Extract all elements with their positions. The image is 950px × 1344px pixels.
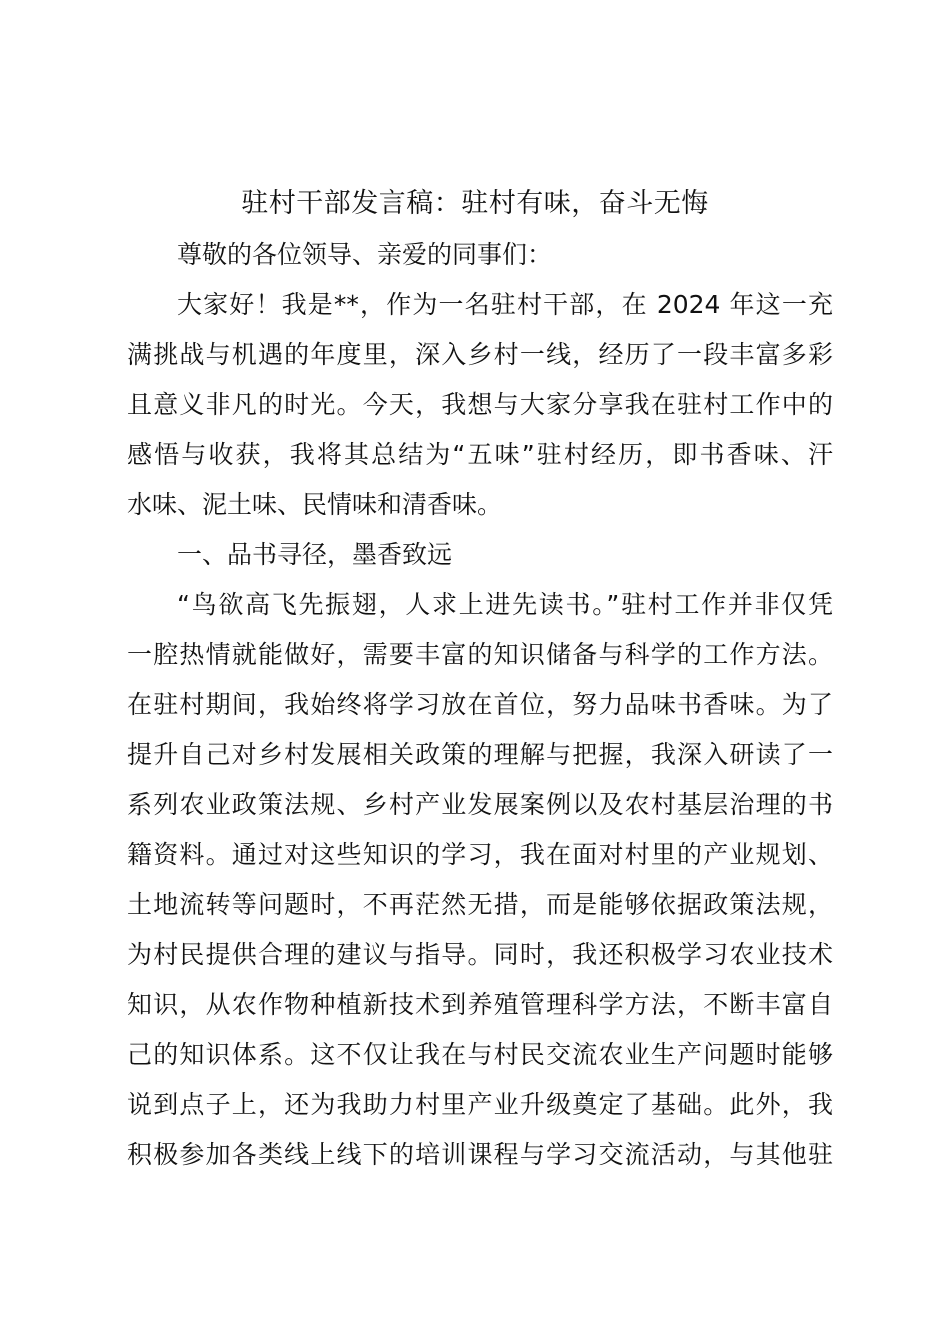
body-line: 说到点子上，还为我助力村里产业升级奠定了基础。此外，我 xyxy=(127,1090,833,1119)
body-line: 满挑战与机遇的年度里，深入乡村一线，经历了一段丰富多彩 xyxy=(127,340,833,369)
body-line: 在驻村期间，我始终将学习放在首位，努力品味书香味。为了 xyxy=(127,690,833,719)
body-line: 一腔热情就能做好，需要丰富的知识储备与科学的工作方法。 xyxy=(127,640,833,669)
body-line: 知识，从农作物种植新技术到养殖管理科学方法，不断丰富自 xyxy=(127,990,833,1019)
body-line: 土地流转等问题时，不再茫然无措，而是能够依据政策法规， xyxy=(127,890,833,919)
body-line: 籍资料。通过对这些知识的学习，我在面对村里的产业规划、 xyxy=(127,840,833,869)
section-heading: 一、品书寻径，墨香致远 xyxy=(177,540,453,569)
body-line: 己的知识体系。这不仅让我在与村民交流农业生产问题时能够 xyxy=(127,1040,833,1069)
body-line: “鸟欲高飞先振翅，人求上进先读书。”驻村工作并非仅凭 xyxy=(177,590,833,619)
body-line: 提升自己对乡村发展相关政策的理解与把握，我深入研读了一 xyxy=(127,740,833,769)
body-line: 大家好！我是**，作为一名驻村干部，在 2024 年这一充 xyxy=(177,290,833,319)
body-line: 水味、泥土味、民情味和清香味。 xyxy=(127,490,503,519)
salutation-line: 尊敬的各位领导、亲爱的同事们： xyxy=(177,240,553,269)
body-line: 为村民提供合理的建议与指导。同时，我还积极学习农业技术 xyxy=(127,940,833,969)
body-line: 积极参加各类线上线下的培训课程与学习交流活动，与其他驻 xyxy=(127,1140,833,1169)
body-line: 感悟与收获，我将其总结为“五味”驻村经历，即书香味、汗 xyxy=(127,440,833,469)
body-line: 且意义非凡的时光。今天，我想与大家分享我在驻村工作中的 xyxy=(127,390,833,419)
body-line: 系列农业政策法规、乡村产业发展案例以及农村基层治理的书 xyxy=(127,790,833,819)
document-title: 驻村干部发言稿：驻村有味，奋斗无悔 xyxy=(241,188,709,219)
